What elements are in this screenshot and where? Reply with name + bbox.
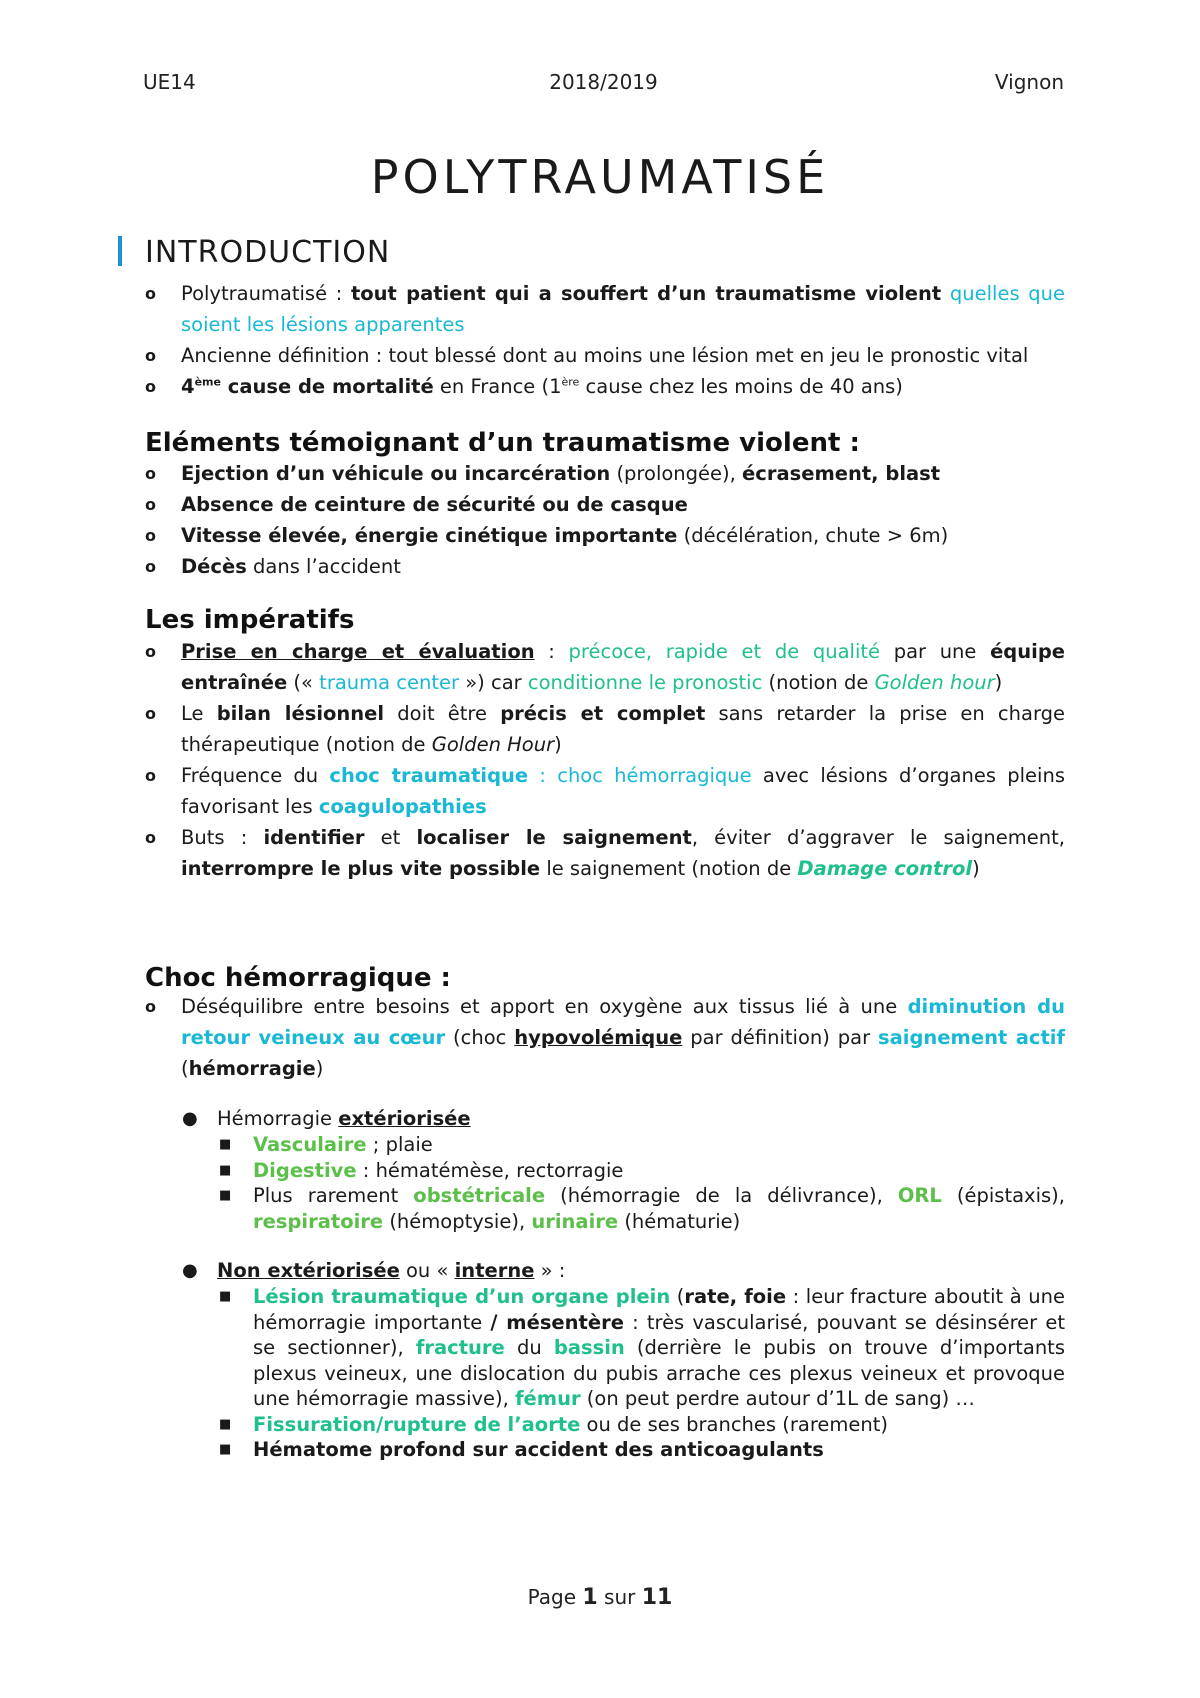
bullet-dot-icon: ● [182, 1108, 198, 1129]
list-item: o Ejection d’un véhicule ou incarcération (prolongée), écrasement, blast [145, 458, 1065, 489]
choc-section [145, 962, 1065, 1463]
list-item: o 4ème cause de mortalité en France (1ère cause chez les moins de 40 ans) [145, 371, 1065, 402]
list-item: o Ancienne définition : tout blessé dont au moins une lésion met en jeu le pronostic vital [145, 340, 1065, 371]
list-item: ■ Lésion traumatique d’un organe plein (rate, foie : leur fracture aboutit à une hémorragie importante / mésentère : très vascularisé, pouvant se désinsérer et se sectionner), fracture du bassin (derrière le pubis on trouve d’importants plexus veineux, une dislocation du pubis arrache ces plexus veineux et provoque une hémorragie massive), fémur (on peut perdre autour d’1L de sang) … [219, 1285, 1065, 1410]
list-item: ● Hémorragie extériorisée [182, 1107, 471, 1130]
imperatifs-section [145, 604, 1065, 884]
list-item: ■ Digestive : hématémèse, rectorragie [219, 1158, 624, 1182]
bullet-o-icon: o [145, 377, 156, 396]
page-total: 11 [641, 1585, 673, 1610]
list-item: ■ Hématome profond sur accident des anticoagulants [219, 1438, 824, 1461]
bullet-square-icon: ■ [219, 1442, 232, 1457]
list-item: o Fréquence du choc traumatique : choc hémorragique avec lésions d’organes pleins favorisant les coagulopathies [145, 760, 1065, 822]
list-item: o Le bilan lésionnel doit être précis et complet sans retarder la prise en charge thérapeutique (notion de Golden Hour) [145, 698, 1065, 760]
page-footer: Page 1 sur 11 [527, 1585, 673, 1610]
heading-accent-bar [118, 236, 122, 266]
intro-list [145, 278, 1065, 402]
intro-heading: INTRODUCTION [145, 235, 391, 270]
list-item: o Déséquilibre entre besoins et apport en oxygène aux tissus lié à une diminution du retour veineux au cœur (choc hypovolémique par définition) par saignement actif (hémorragie) [145, 991, 1065, 1084]
list-item: ■ Vasculaire ; plaie [219, 1133, 433, 1156]
bullet-o-icon: o [145, 284, 156, 303]
list-item: ■ Plus rarement obstétricale (hémorragie de la délivrance), ORL (épistaxis), respiratoire (hémoptysie), urinaire (hématurie) [219, 1184, 1065, 1233]
bullet-o-icon: o [145, 704, 156, 723]
bullet-o-icon: o [145, 557, 156, 576]
list-item: ● Non extériorisée ou « interne » : [182, 1259, 566, 1282]
bullet-o-icon: o [145, 495, 156, 514]
bullet-dot-icon: ● [182, 1260, 198, 1281]
elements-section [145, 427, 1065, 582]
bullet-o-icon: o [145, 642, 156, 661]
header-author: Vignon [994, 70, 1064, 94]
bullet-o-icon: o [145, 526, 156, 545]
imperatifs-heading: Les impératifs [145, 605, 355, 635]
page-header [143, 70, 1064, 100]
bullet-square-icon: ■ [219, 1289, 232, 1304]
header-course: UE14 [143, 70, 196, 94]
bullet-o-icon: o [145, 766, 156, 785]
header-year: 2018/2019 [549, 70, 658, 94]
list-item: o Décès dans l’accident [145, 551, 1065, 582]
bullet-square-icon: ■ [219, 1416, 232, 1432]
bullet-o-icon: o [145, 828, 156, 847]
page-title: POLYTRAUMATISÉ [370, 150, 830, 204]
page-number: 1 [582, 1585, 598, 1610]
list-item: ■ Fissuration/rupture de l’aorte ou de ses branches (rarement) [219, 1412, 889, 1436]
bullet-o-icon: o [145, 997, 156, 1016]
bullet-square-icon: ■ [219, 1188, 232, 1203]
elements-heading: Eléments témoignant d’un traumatisme violent : [145, 428, 860, 458]
bullet-o-icon: o [145, 346, 156, 365]
list-item: o Polytraumatisé : tout patient qui a souffert d’un traumatisme violent quelles que soient les lésions apparentes [145, 278, 1065, 340]
choc-heading: Choc hémorragique : [145, 963, 451, 993]
bullet-o-icon: o [145, 464, 156, 483]
list-item: o Vitesse élevée, énergie cinétique importante (décélération, chute > 6m) [145, 520, 1065, 551]
list-item: o Absence de ceinture de sécurité ou de casque [145, 489, 1065, 520]
list-item: o Prise en charge et évaluation : précoce, rapide et de qualité par une équipe entraînée (« trauma center ») car conditionne le pronostic (notion de Golden hour) [145, 636, 1065, 698]
bullet-square-icon: ■ [219, 1162, 232, 1178]
bullet-square-icon: ■ [219, 1137, 232, 1152]
list-item: o Buts : identifier et localiser le saignement, éviter d’aggraver le saignement, interrompre le plus vite possible le saignement (notion de Damage control) [145, 822, 1065, 884]
